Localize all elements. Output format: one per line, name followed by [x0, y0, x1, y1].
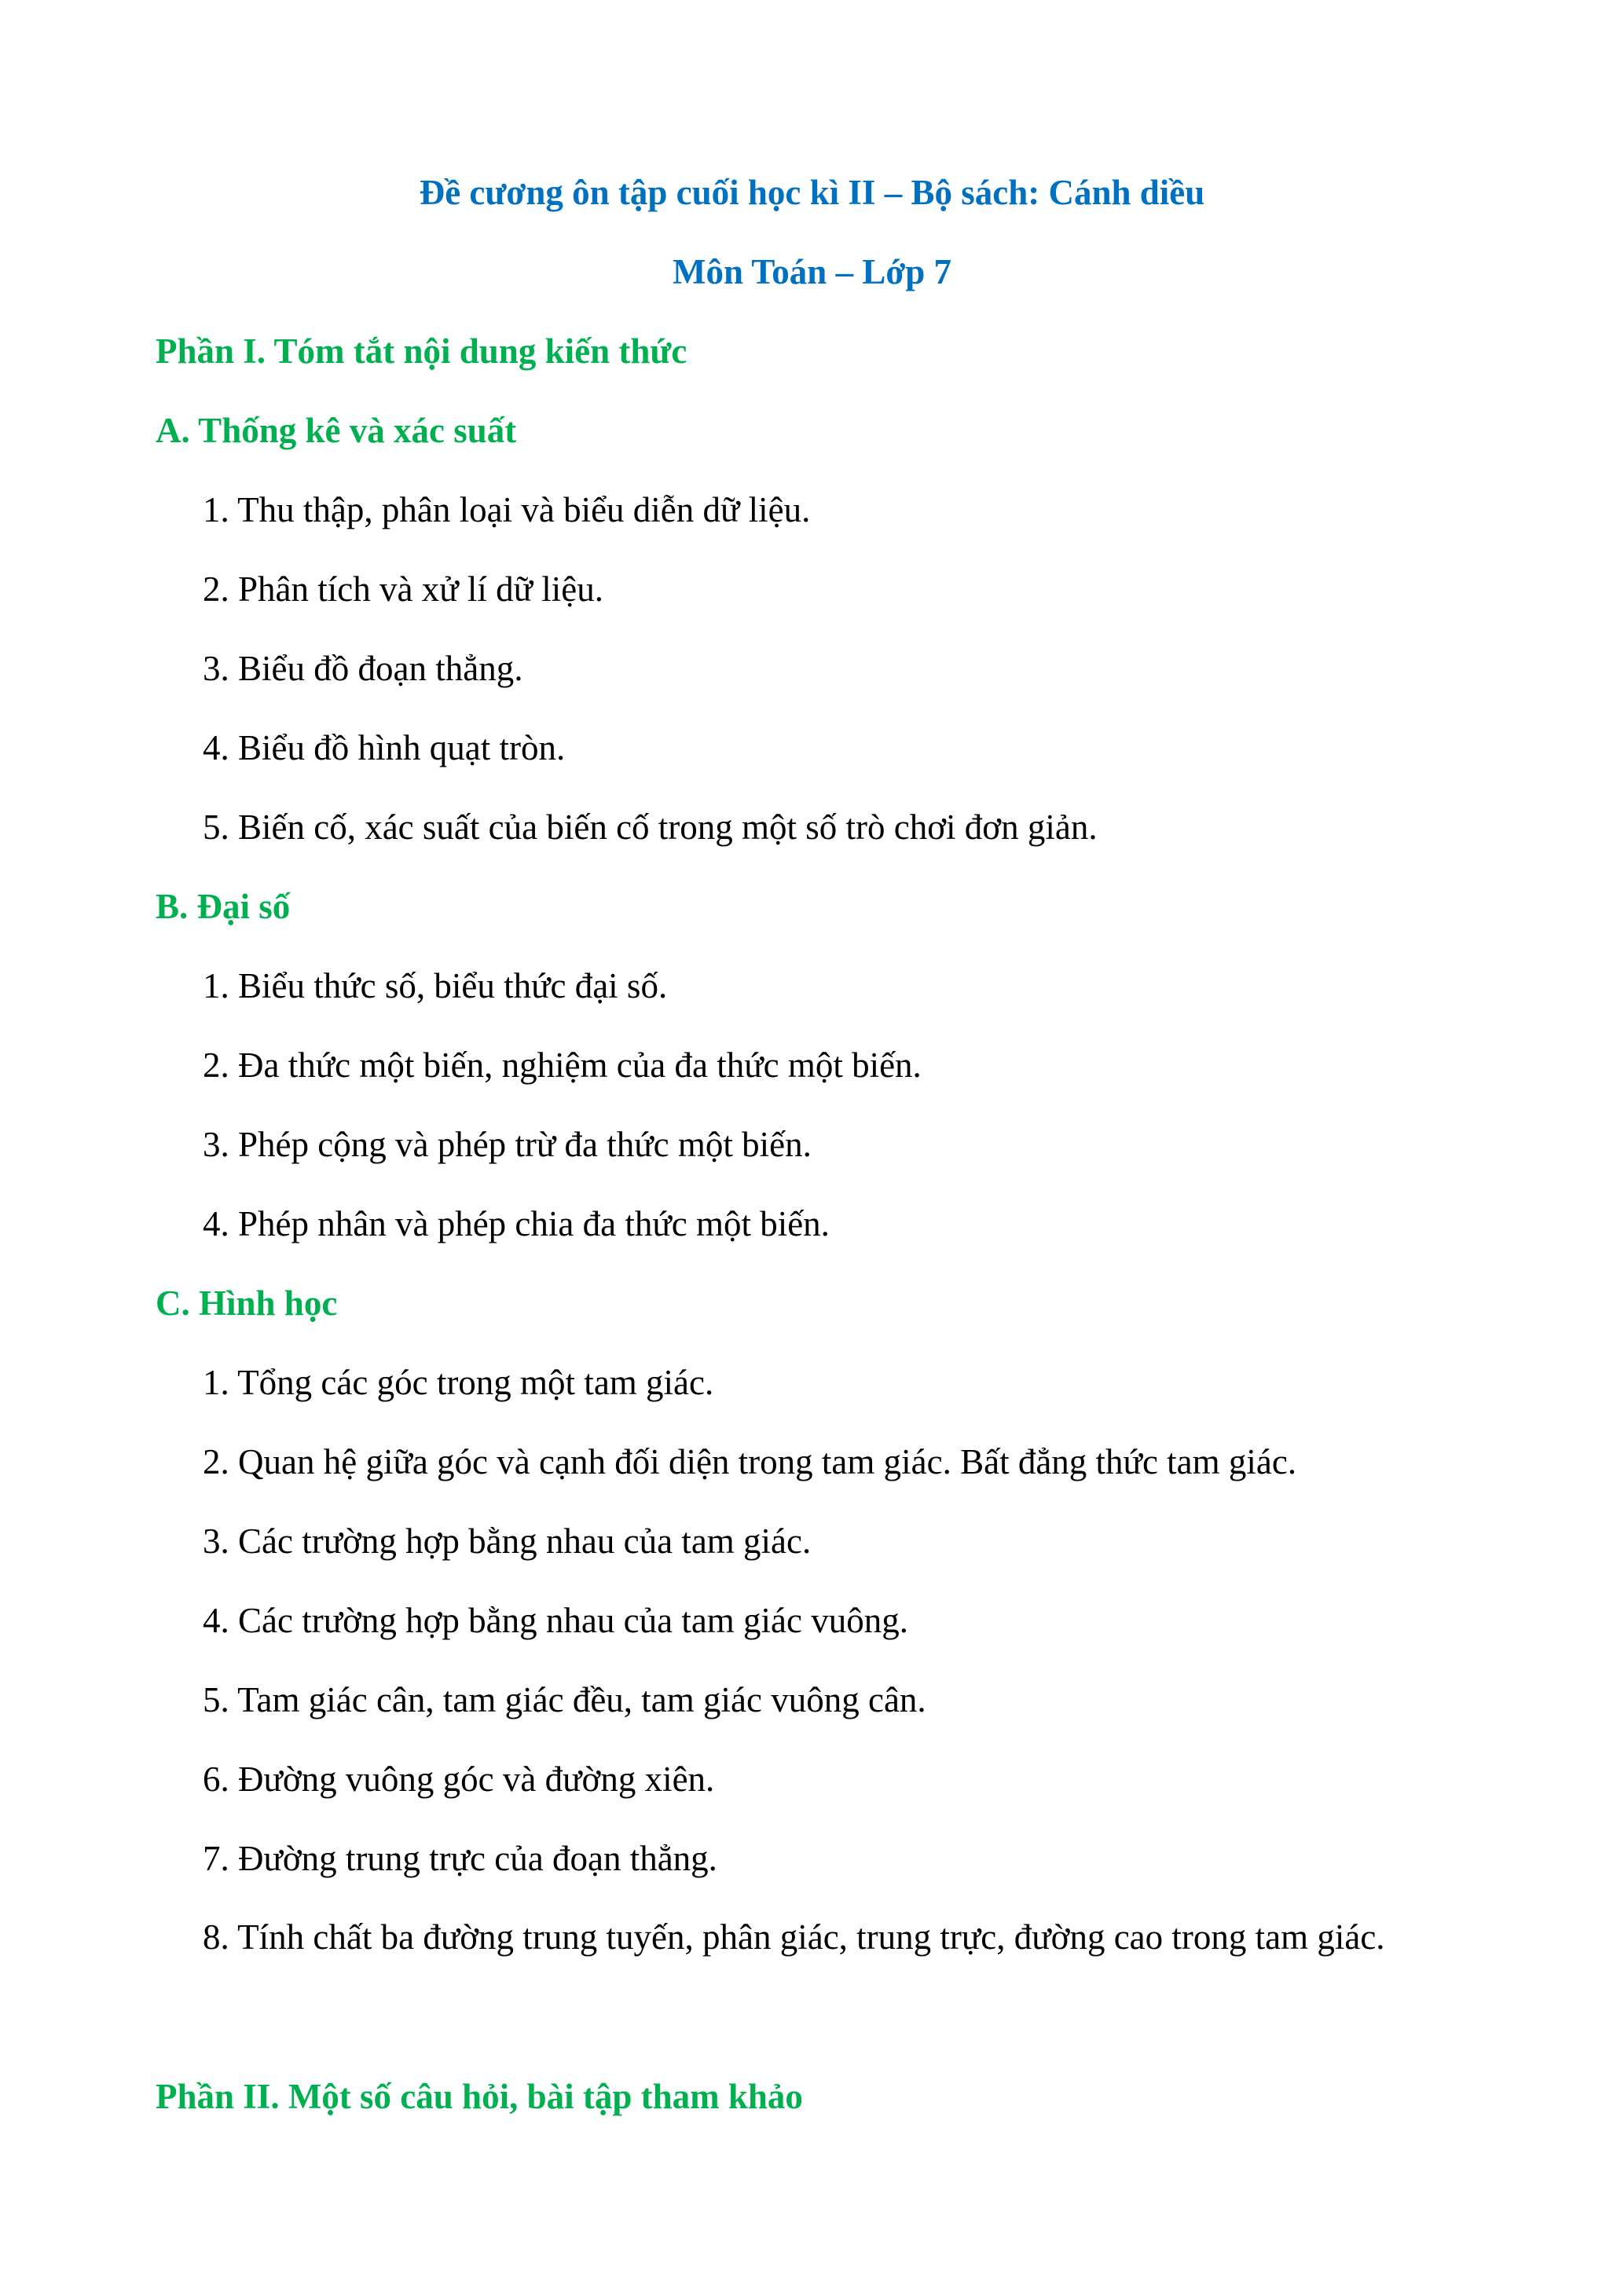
section-b-heading: B. Đại số	[156, 887, 291, 926]
section-c-item-7: 7. Đường trung trực của đoạn thẳng.	[203, 1839, 717, 1878]
document-subtitle: Môn Toán – Lớp 7	[672, 252, 952, 291]
section-b-item-2: 2. Đa thức một biến, nghiệm của đa thức một biến.	[203, 1045, 922, 1085]
section-a-item-4: 4. Biểu đồ hình quạt tròn.	[203, 728, 566, 767]
section-a-item-5: 5. Biến cố, xác suất của biến cố trong một số trò chơi đơn giản.	[203, 807, 1098, 847]
section-c-heading: C. Hình học	[156, 1283, 338, 1323]
section-c-item-6: 6. Đường vuông góc và đường xiên.	[203, 1760, 715, 1799]
part2-heading: Phần II. Một số câu hỏi, bài tập tham khảo	[156, 2077, 803, 2116]
document-title: Đề cương ôn tập cuối học kì II – Bộ sách: Cánh diều	[419, 173, 1205, 212]
part1-heading: Phần I. Tóm tắt nội dung kiến thức	[156, 331, 687, 371]
section-a-heading: A. Thống kê và xác suất	[156, 411, 517, 450]
section-c-item-2: 2. Quan hệ giữa góc và cạnh đối diện trong tam giác. Bất đẳng thức tam giác.	[203, 1442, 1297, 1481]
section-a-item-1: 1. Thu thập, phân loại và biểu diễn dữ liệu.	[203, 490, 811, 529]
section-b-item-4: 4. Phép nhân và phép chia đa thức một biến.	[203, 1204, 830, 1243]
section-c-item-4: 4. Các trường hợp bằng nhau của tam giác vuông.	[203, 1601, 909, 1640]
section-b-item-3: 3. Phép cộng và phép trừ đa thức một biến.	[203, 1125, 812, 1164]
section-c-item-5: 5. Tam giác cân, tam giác đều, tam giác vuông cân.	[203, 1680, 926, 1719]
section-b-item-1: 1. Biểu thức số, biểu thức đại số.	[203, 966, 668, 1005]
section-c-item-3: 3. Các trường hợp bằng nhau của tam giác.	[203, 1522, 812, 1561]
section-c-item-1: 1. Tổng các góc trong một tam giác.	[203, 1363, 714, 1402]
section-a-item-3: 3. Biểu đồ đoạn thẳng.	[203, 649, 523, 688]
section-c-item-8: 8. Tính chất ba đường trung tuyến, phân giác, trung trực, đường cao trong tam giác.	[203, 1917, 1385, 1957]
section-a-item-2: 2. Phân tích và xử lí dữ liệu.	[203, 569, 603, 609]
